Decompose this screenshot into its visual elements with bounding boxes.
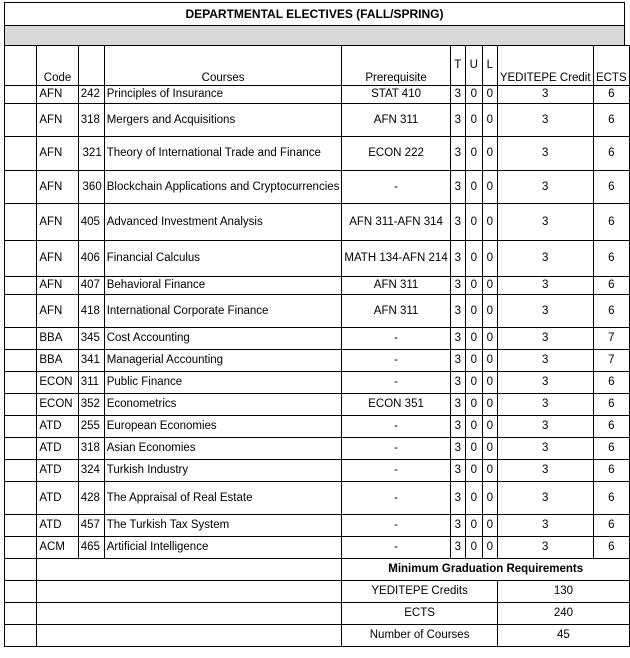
blank-cell [5, 295, 37, 328]
table-row [5, 394, 630, 416]
t-hours: 3 [450, 328, 465, 350]
dept-code: AFN [37, 277, 78, 295]
ects-value: 6 [593, 241, 629, 277]
prerequisite: - [342, 438, 450, 460]
prerequisite: STAT 410 [342, 86, 450, 104]
blank-cell [5, 372, 37, 394]
blank-cell [5, 559, 37, 581]
t-hours: 3 [450, 86, 465, 104]
t-hours: 3 [450, 515, 465, 537]
blank-cell [5, 171, 37, 204]
l-hours: 0 [482, 104, 497, 137]
l-hours: 0 [482, 515, 497, 537]
blank-cell [5, 137, 37, 171]
t-hours: 3 [450, 438, 465, 460]
table-row [5, 482, 630, 515]
yeditepe-credit: 3 [497, 372, 593, 394]
table-row [5, 277, 630, 295]
u-hours: 0 [465, 137, 482, 171]
prerequisite: - [342, 515, 450, 537]
course-number: 321 [78, 137, 104, 171]
table-row [5, 241, 630, 277]
t-hours: 3 [450, 295, 465, 328]
requirement-label: YEDITEPE Credits [342, 581, 497, 603]
dept-code: AFN [37, 204, 78, 241]
course-number: 418 [78, 295, 104, 328]
dept-code: ECON [37, 372, 78, 394]
table-row [5, 372, 630, 394]
u-hours: 0 [465, 394, 482, 416]
u-hours: 0 [465, 482, 482, 515]
blank-cell [37, 603, 342, 625]
u-hours: 0 [465, 460, 482, 482]
table-row [5, 86, 630, 104]
sheet-title: DEPARTMENTAL ELECTIVES (FALL/SPRING) [4, 2, 625, 26]
l-header: L [482, 46, 497, 86]
credit-header: YEDITEPE Credit [497, 46, 593, 86]
ects-value: 6 [593, 137, 629, 171]
dept-code: BBA [37, 350, 78, 372]
dept-code: AFN [37, 241, 78, 277]
u-hours: 0 [465, 515, 482, 537]
course-name: Turkish Industry [104, 460, 342, 482]
blank-cell [37, 559, 342, 581]
yeditepe-credit: 3 [497, 137, 593, 171]
blank-cell [5, 537, 37, 559]
prerequisite: ECON 351 [342, 394, 450, 416]
header-row [5, 46, 630, 86]
prerequisite: - [342, 416, 450, 438]
course-name: Principles of Insurance [104, 86, 342, 104]
blank-cell [5, 515, 37, 537]
course-name: Asian Economies [104, 438, 342, 460]
ects-value: 6 [593, 460, 629, 482]
u-hours: 0 [465, 277, 482, 295]
table-row [5, 515, 630, 537]
yeditepe-credit: 3 [497, 537, 593, 559]
prerequisite: AFN 311 [342, 277, 450, 295]
t-hours: 3 [450, 537, 465, 559]
course-name: The Appraisal of Real Estate [104, 482, 342, 515]
blank-cell [37, 581, 342, 603]
dept-code: ATD [37, 482, 78, 515]
t-hours: 3 [450, 460, 465, 482]
l-hours: 0 [482, 416, 497, 438]
table-row [5, 171, 630, 204]
blank-cell [5, 350, 37, 372]
ects-value: 6 [593, 438, 629, 460]
t-header: T [450, 46, 465, 86]
prerequisite: AFN 311 [342, 295, 450, 328]
course-number: 345 [78, 328, 104, 350]
dept-code: AFN [37, 295, 78, 328]
course-name: European Economies [104, 416, 342, 438]
yeditepe-credit: 3 [497, 328, 593, 350]
blank-cell [5, 438, 37, 460]
courses-header: Courses [104, 46, 342, 86]
course-name: Managerial Accounting [104, 350, 342, 372]
prerequisite: - [342, 350, 450, 372]
dept-code: ATD [37, 460, 78, 482]
l-hours: 0 [482, 277, 497, 295]
course-number: 242 [78, 86, 104, 104]
requirement-label: Number of Courses [342, 625, 497, 647]
t-hours: 3 [450, 482, 465, 515]
course-name: International Corporate Finance [104, 295, 342, 328]
requirement-row [5, 581, 630, 603]
t-hours: 3 [450, 241, 465, 277]
table-row [5, 104, 630, 137]
dept-code: BBA [37, 328, 78, 350]
requirements-heading-row [5, 559, 630, 581]
course-number: 407 [78, 277, 104, 295]
number-header-cell [78, 46, 104, 86]
requirements-heading: Minimum Graduation Requirements [342, 559, 630, 581]
course-number: 406 [78, 241, 104, 277]
ects-value: 6 [593, 372, 629, 394]
yeditepe-credit: 3 [497, 171, 593, 204]
blank-cell [5, 104, 37, 137]
table-row [5, 204, 630, 241]
blank-cell [5, 328, 37, 350]
course-name: The Turkish Tax System [104, 515, 342, 537]
t-hours: 3 [450, 394, 465, 416]
ects-value: 6 [593, 86, 629, 104]
ects-value: 6 [593, 515, 629, 537]
t-hours: 3 [450, 104, 465, 137]
yeditepe-credit: 3 [497, 460, 593, 482]
l-hours: 0 [482, 137, 497, 171]
prerequisite: AFN 311 [342, 104, 450, 137]
dept-code: ECON [37, 394, 78, 416]
electives-table [4, 45, 630, 647]
prerequisite: - [342, 482, 450, 515]
yeditepe-credit: 3 [497, 416, 593, 438]
yeditepe-credit: 3 [497, 86, 593, 104]
course-name: Artificial Intelligence [104, 537, 342, 559]
course-number: 324 [78, 460, 104, 482]
ects-value: 6 [593, 171, 629, 204]
t-hours: 3 [450, 171, 465, 204]
blank-cell [5, 277, 37, 295]
dept-code: AFN [37, 171, 78, 204]
l-hours: 0 [482, 350, 497, 372]
table-row [5, 460, 630, 482]
prerequisite: AFN 311-AFN 314 [342, 204, 450, 241]
table-row [5, 137, 630, 171]
ects-value: 6 [593, 295, 629, 328]
table-row [5, 537, 630, 559]
ects-value: 6 [593, 537, 629, 559]
dept-code: AFN [37, 104, 78, 137]
blank-cell [5, 394, 37, 416]
yeditepe-credit: 3 [497, 350, 593, 372]
l-hours: 0 [482, 328, 497, 350]
t-hours: 3 [450, 372, 465, 394]
u-header: U [465, 46, 482, 86]
l-hours: 0 [482, 438, 497, 460]
u-hours: 0 [465, 86, 482, 104]
course-name: Cost Accounting [104, 328, 342, 350]
yeditepe-credit: 3 [497, 394, 593, 416]
course-name: Behavioral Finance [104, 277, 342, 295]
dept-code: ATD [37, 416, 78, 438]
blank-cell [37, 625, 342, 647]
u-hours: 0 [465, 204, 482, 241]
prerequisite: ECON 222 [342, 137, 450, 171]
blank-cell [5, 581, 37, 603]
course-name: Blockchain Applications and Cryptocurrencies [104, 171, 342, 204]
requirement-label: ECTS [342, 603, 497, 625]
yeditepe-credit: 3 [497, 295, 593, 328]
l-hours: 0 [482, 204, 497, 241]
l-hours: 0 [482, 372, 497, 394]
course-name: Public Finance [104, 372, 342, 394]
course-number: 352 [78, 394, 104, 416]
ects-value: 6 [593, 416, 629, 438]
course-name: Mergers and Acquisitions [104, 104, 342, 137]
yeditepe-credit: 3 [497, 204, 593, 241]
u-hours: 0 [465, 328, 482, 350]
blank-cell [5, 625, 37, 647]
ects-value: 6 [593, 394, 629, 416]
gray-band [4, 26, 625, 46]
blank-cell [5, 86, 37, 104]
l-hours: 0 [482, 295, 497, 328]
ects-value: 6 [593, 277, 629, 295]
l-hours: 0 [482, 171, 497, 204]
requirement-value: 130 [497, 581, 629, 603]
course-name: Advanced Investment Analysis [104, 204, 342, 241]
prerequisite: - [342, 372, 450, 394]
prerequisite: - [342, 328, 450, 350]
yeditepe-credit: 3 [497, 241, 593, 277]
course-name: Financial Calculus [104, 241, 342, 277]
course-number: 465 [78, 537, 104, 559]
table-row [5, 350, 630, 372]
blank-cell [5, 241, 37, 277]
t-hours: 3 [450, 277, 465, 295]
course-number: 341 [78, 350, 104, 372]
u-hours: 0 [465, 241, 482, 277]
course-number: 311 [78, 372, 104, 394]
dept-code: AFN [37, 137, 78, 171]
yeditepe-credit: 3 [497, 438, 593, 460]
t-hours: 3 [450, 204, 465, 241]
ects-value: 7 [593, 328, 629, 350]
ects-value: 6 [593, 104, 629, 137]
l-hours: 0 [482, 394, 497, 416]
prerequisite: MATH 134-AFN 214 [342, 241, 450, 277]
dept-code: ATD [37, 515, 78, 537]
l-hours: 0 [482, 86, 497, 104]
u-hours: 0 [465, 372, 482, 394]
u-hours: 0 [465, 438, 482, 460]
course-number: 318 [78, 438, 104, 460]
table-row [5, 328, 630, 350]
table-row [5, 416, 630, 438]
ects-value: 7 [593, 350, 629, 372]
yeditepe-credit: 3 [497, 482, 593, 515]
ects-header: ECTS [593, 46, 629, 86]
table-row [5, 295, 630, 328]
dept-code: ACM [37, 537, 78, 559]
ects-value: 6 [593, 204, 629, 241]
prerequisite: - [342, 460, 450, 482]
blank-cell [5, 460, 37, 482]
course-number: 255 [78, 416, 104, 438]
yeditepe-credit: 3 [497, 277, 593, 295]
yeditepe-credit: 3 [497, 515, 593, 537]
u-hours: 0 [465, 416, 482, 438]
prerequisite: - [342, 537, 450, 559]
u-hours: 0 [465, 350, 482, 372]
course-name: Theory of International Trade and Finance [104, 137, 342, 171]
course-number: 428 [78, 482, 104, 515]
u-hours: 0 [465, 295, 482, 328]
blank-cell [5, 204, 37, 241]
dept-code: AFN [37, 86, 78, 104]
blank-cell [5, 416, 37, 438]
u-hours: 0 [465, 104, 482, 137]
course-number: 405 [78, 204, 104, 241]
t-hours: 3 [450, 416, 465, 438]
course-number: 360 [78, 171, 104, 204]
requirement-value: 240 [497, 603, 629, 625]
l-hours: 0 [482, 537, 497, 559]
course-number: 318 [78, 104, 104, 137]
code-header: Code [37, 46, 78, 86]
table-row [5, 438, 630, 460]
l-hours: 0 [482, 241, 497, 277]
blank-cell [5, 603, 37, 625]
t-hours: 3 [450, 137, 465, 171]
t-hours: 3 [450, 350, 465, 372]
requirement-row [5, 625, 630, 647]
yeditepe-credit: 3 [497, 104, 593, 137]
u-hours: 0 [465, 171, 482, 204]
table-body [5, 46, 630, 647]
course-name: Econometrics [104, 394, 342, 416]
blank-header-cell [5, 46, 37, 86]
requirement-value: 45 [497, 625, 629, 647]
course-number: 457 [78, 515, 104, 537]
ects-value: 6 [593, 482, 629, 515]
l-hours: 0 [482, 482, 497, 515]
l-hours: 0 [482, 460, 497, 482]
blank-cell [5, 482, 37, 515]
requirement-row [5, 603, 630, 625]
prerequisite-header: Prerequisite [342, 46, 450, 86]
u-hours: 0 [465, 537, 482, 559]
prerequisite: - [342, 171, 450, 204]
dept-code: ATD [37, 438, 78, 460]
